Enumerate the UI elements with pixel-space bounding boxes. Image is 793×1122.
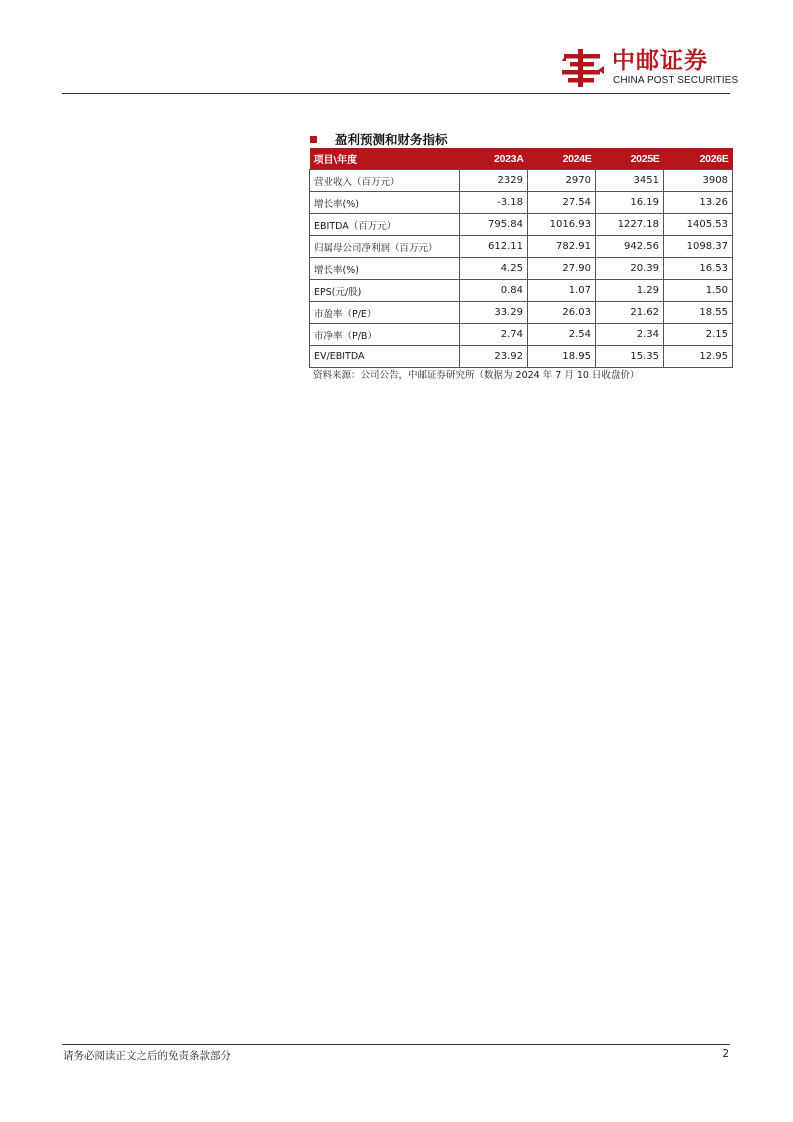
- row-label: 增长率(%): [310, 258, 460, 280]
- cell-value: 20.39: [596, 258, 664, 280]
- cell-value: 27.90: [528, 258, 596, 280]
- cell-value: 1098.37: [664, 236, 733, 258]
- cell-value: 3908: [664, 170, 733, 192]
- header-2025e: 2025E: [596, 148, 664, 170]
- table-row: [310, 302, 733, 324]
- page-number: 2: [722, 1048, 729, 1060]
- cell-value: 15.35: [596, 346, 664, 368]
- row-label: 增长率(%): [310, 192, 460, 214]
- header-2026e: 2026E: [664, 148, 733, 170]
- section-heading: [310, 130, 448, 148]
- cell-value: 16.53: [664, 258, 733, 280]
- section-title: 盈利预测和财务指标: [335, 132, 448, 147]
- cell-value: 18.95: [528, 346, 596, 368]
- cell-value: 2.15: [664, 324, 733, 346]
- cell-value: 2970: [528, 170, 596, 192]
- table-row: [310, 236, 733, 258]
- row-label: 营业收入（百万元）: [310, 170, 460, 192]
- row-label: 市净率（P/B）: [310, 324, 460, 346]
- footer-divider: [62, 1044, 730, 1045]
- table-row: [310, 170, 733, 192]
- logo-english-name: CHINA POST SECURITIES: [613, 75, 739, 86]
- table-row: [310, 324, 733, 346]
- cell-value: 27.54: [528, 192, 596, 214]
- cell-value: 2.74: [460, 324, 528, 346]
- footer-disclaimer: 请务必阅读正文之后的免责条款部分: [63, 1050, 231, 1062]
- logo-chinese-name: 中邮证券: [612, 48, 708, 74]
- cell-value: 23.92: [460, 346, 528, 368]
- cell-value: 795.84: [460, 214, 528, 236]
- table-row: [310, 192, 733, 214]
- cell-value: -3.18: [460, 192, 528, 214]
- cell-value: 18.55: [664, 302, 733, 324]
- table-row: [310, 214, 733, 236]
- header-2024e: 2024E: [528, 148, 596, 170]
- cell-value: 1016.93: [528, 214, 596, 236]
- cell-value: 942.56: [596, 236, 664, 258]
- cell-value: 21.62: [596, 302, 664, 324]
- cell-value: 3451: [596, 170, 664, 192]
- cell-value: 1.29: [596, 280, 664, 302]
- cell-value: 1.07: [528, 280, 596, 302]
- table-row: [310, 346, 733, 368]
- row-label: 市盈率（P/E）: [310, 302, 460, 324]
- cell-value: 4.25: [460, 258, 528, 280]
- cell-value: 33.29: [460, 302, 528, 324]
- cell-value: 2329: [460, 170, 528, 192]
- cell-value: 1405.53: [664, 214, 733, 236]
- square-bullet-icon: [310, 136, 317, 143]
- cell-value: 1227.18: [596, 214, 664, 236]
- table-row: [310, 280, 733, 302]
- cell-value: 26.03: [528, 302, 596, 324]
- table-row: [310, 258, 733, 280]
- cell-value: 13.26: [664, 192, 733, 214]
- cell-value: 612.11: [460, 236, 528, 258]
- cell-value: 2.54: [528, 324, 596, 346]
- cell-value: 16.19: [596, 192, 664, 214]
- cell-value: 782.91: [528, 236, 596, 258]
- row-label: EBITDA（百万元）: [310, 214, 460, 236]
- china-post-logo-icon: [560, 47, 606, 89]
- cell-value: 12.95: [664, 346, 733, 368]
- row-label: EV/EBITDA: [310, 346, 460, 368]
- table-header-row: [310, 148, 733, 170]
- header-2023a: 2023A: [460, 148, 528, 170]
- source-note: 资料来源：公司公告，中邮证券研究所（数据为 2024 年 7 月 10 日收盘价）: [313, 370, 640, 381]
- row-label: EPS(元/股): [310, 280, 460, 302]
- financial-forecast-table: [309, 148, 733, 368]
- row-label: 归属母公司净利润（百万元）: [310, 236, 460, 258]
- cell-value: 2.34: [596, 324, 664, 346]
- cell-value: 1.50: [664, 280, 733, 302]
- cell-value: 0.84: [460, 280, 528, 302]
- header-divider: [62, 93, 730, 94]
- header-item-year: 项目\年度: [310, 148, 460, 170]
- company-logo: [560, 47, 739, 91]
